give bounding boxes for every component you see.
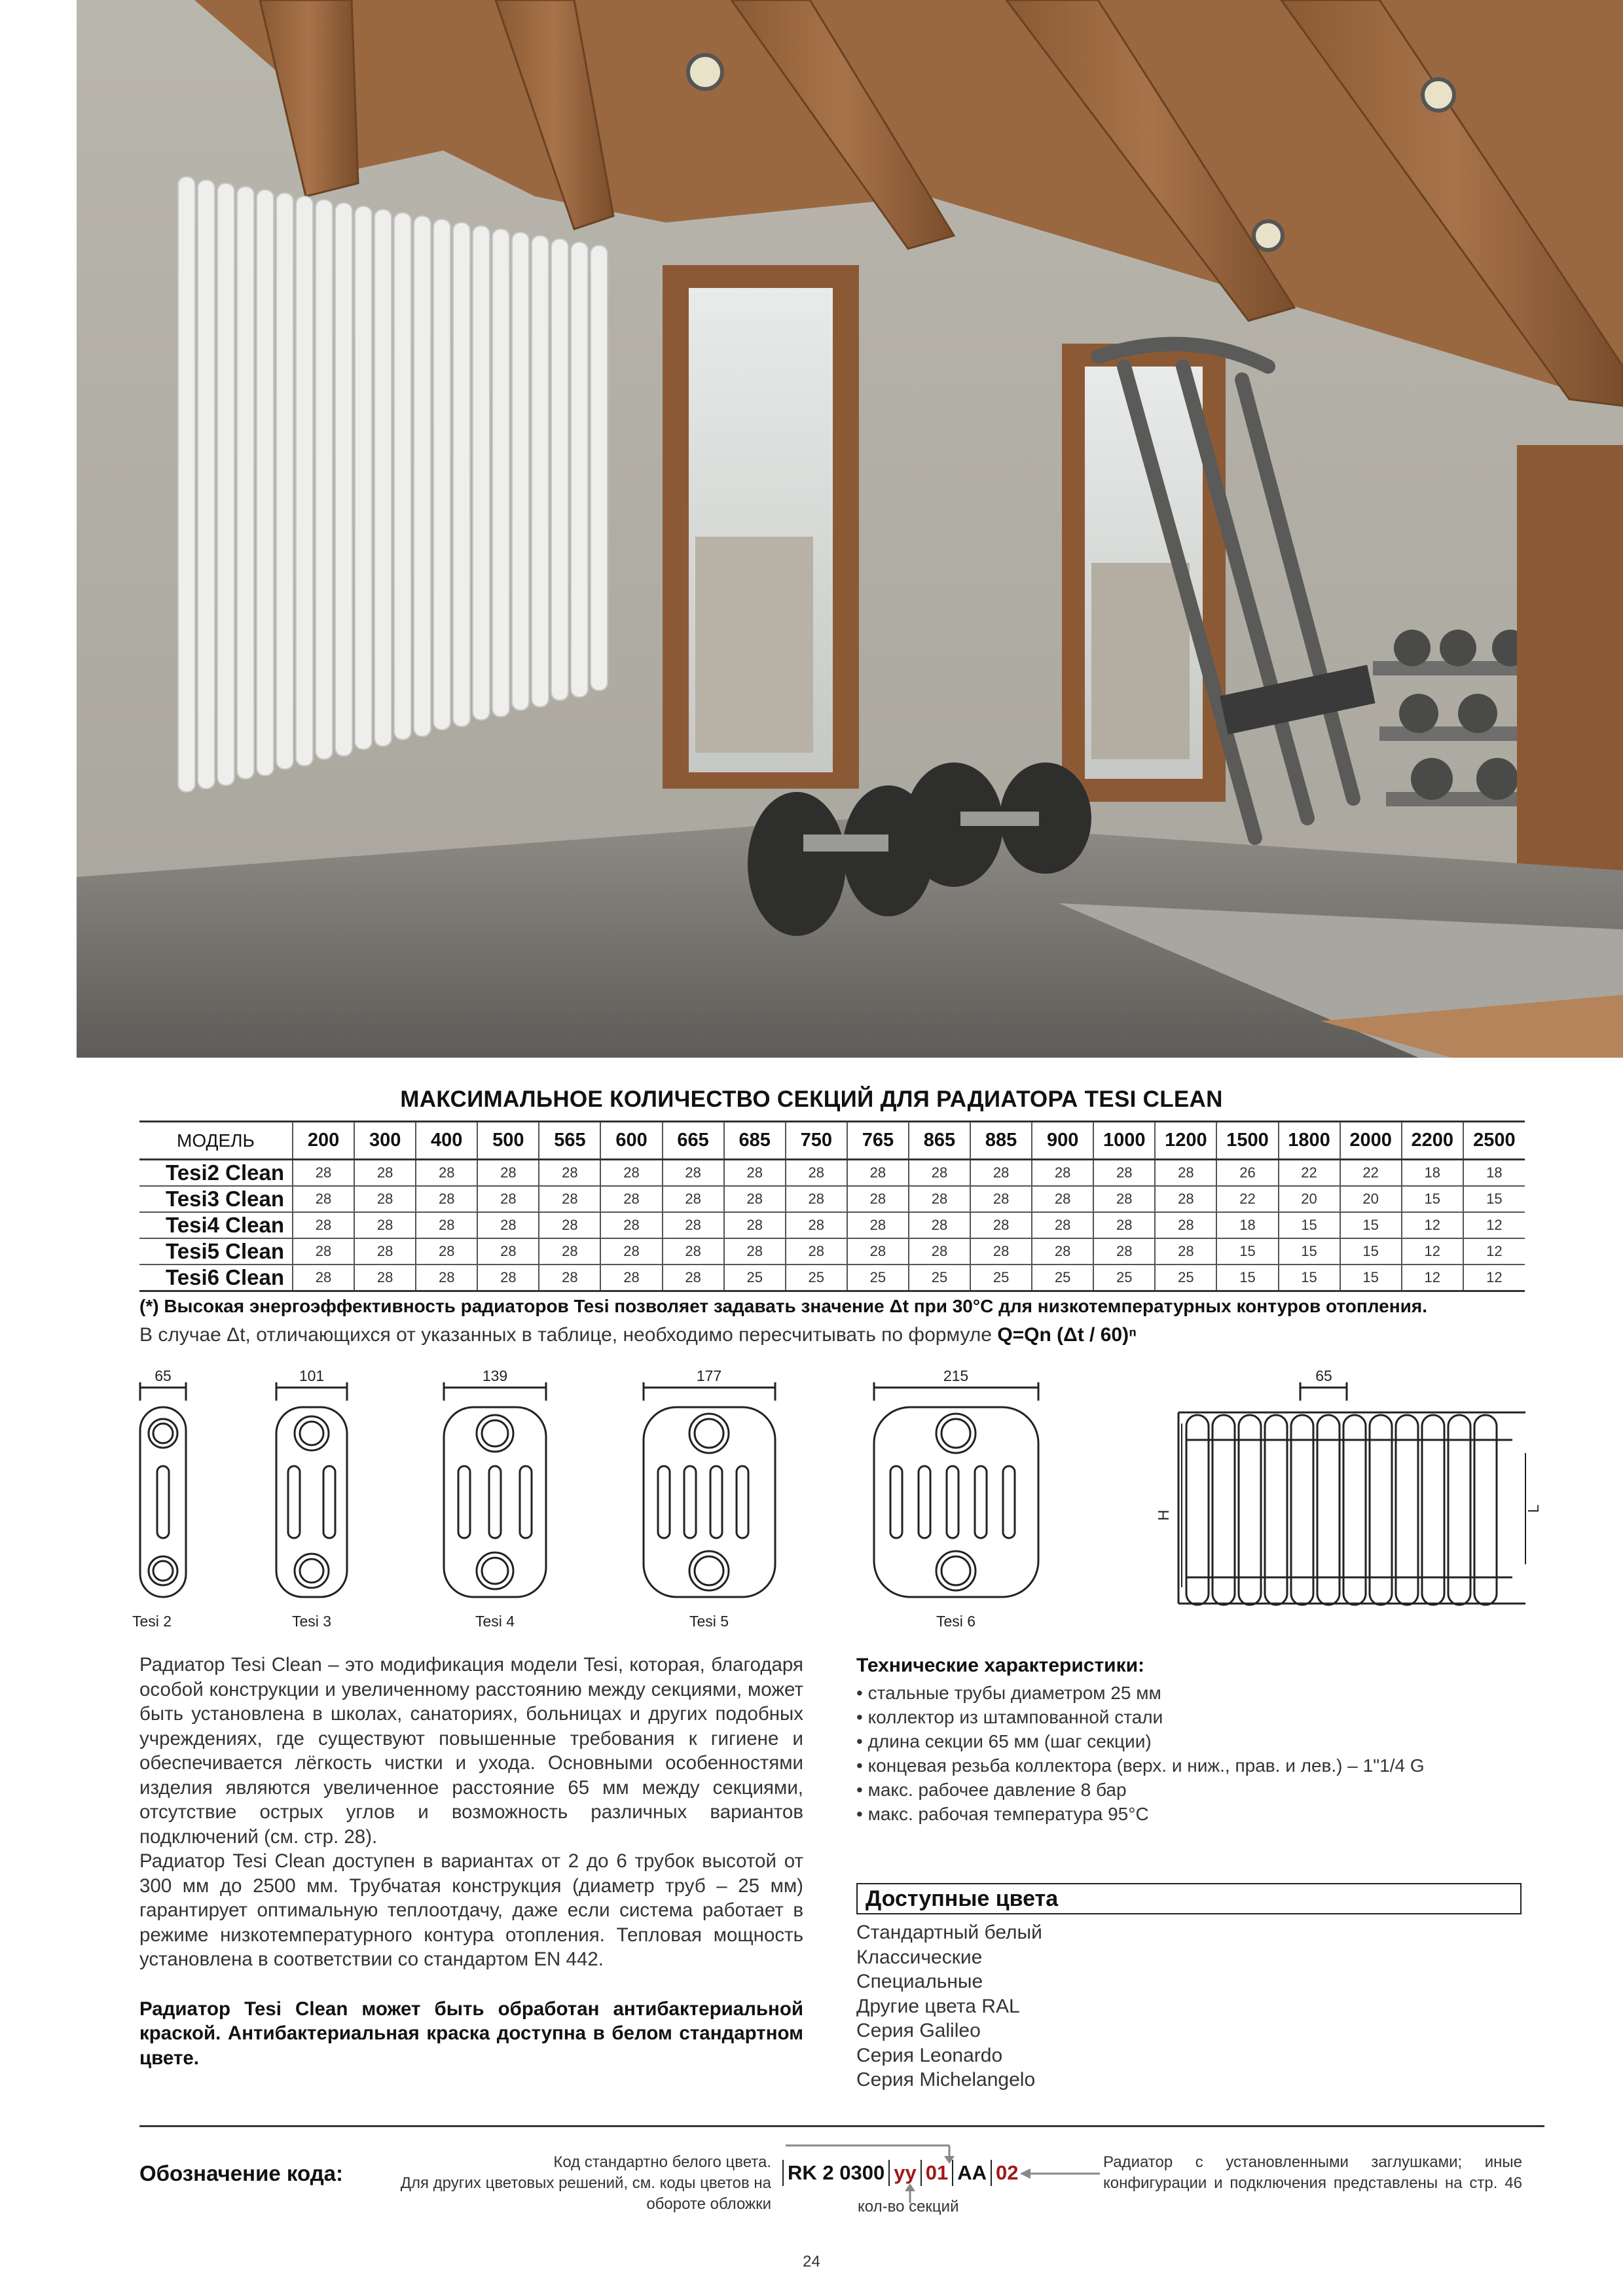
table-cell: 22 bbox=[1216, 1186, 1278, 1212]
profile-drawings bbox=[131, 1361, 1558, 1636]
table-cell: 18 bbox=[1216, 1212, 1278, 1238]
table-cell: 15 bbox=[1486, 1191, 1503, 1207]
code-box bbox=[782, 2159, 1022, 2187]
row-model: Tesi4 Clean bbox=[139, 1212, 293, 1238]
table-cell: 28 bbox=[847, 1160, 909, 1187]
table-cell: 15 bbox=[1340, 1212, 1402, 1238]
table-cell: 28 bbox=[1093, 1186, 1155, 1212]
header-model: МОДЕЛЬ bbox=[139, 1122, 293, 1160]
header-height: 600 bbox=[600, 1122, 662, 1160]
hero-photo bbox=[77, 0, 1623, 1058]
divider bbox=[139, 2125, 1544, 2127]
table-cell: 25 bbox=[970, 1265, 1032, 1291]
table-cell: 25 bbox=[1032, 1265, 1093, 1291]
row-model: Tesi6 Clean bbox=[139, 1265, 293, 1291]
code-left-line-3: обороте обложки bbox=[646, 2195, 771, 2213]
table-cell: 25 bbox=[909, 1265, 970, 1291]
table-cell: 28 bbox=[293, 1212, 354, 1238]
table-cell: 28 bbox=[847, 1186, 909, 1212]
table-cell: 15 bbox=[1279, 1265, 1340, 1291]
table-cell: 28 bbox=[477, 1160, 539, 1187]
table-cell: 28 bbox=[477, 1265, 539, 1291]
table-cell: 28 bbox=[970, 1238, 1032, 1265]
table-cell: 12 bbox=[1402, 1238, 1463, 1265]
table-cell: 26 bbox=[1216, 1160, 1278, 1187]
table-cell: 28 bbox=[1032, 1186, 1093, 1212]
table-cell: 28 bbox=[354, 1212, 416, 1238]
table-cell: 28 bbox=[477, 1238, 539, 1265]
table-cell: 28 bbox=[477, 1186, 539, 1212]
sections-table bbox=[139, 1121, 1525, 1292]
colors-heading: Доступные цвета bbox=[856, 1883, 1522, 1914]
profile-width-label: 177 bbox=[696, 1367, 722, 1384]
table-cell: 28 bbox=[539, 1212, 600, 1238]
table-cell: 28 bbox=[354, 1160, 416, 1187]
header-height: 1800 bbox=[1279, 1122, 1340, 1160]
table-cell: 28 bbox=[970, 1160, 1032, 1187]
header-height: 300 bbox=[354, 1122, 416, 1160]
table-cell: 25 bbox=[847, 1265, 909, 1291]
table-cell: 28 bbox=[539, 1265, 600, 1291]
table-cell: 28 bbox=[909, 1160, 970, 1187]
table-cell: 28 bbox=[847, 1238, 909, 1265]
profile-name-label: Tesi 5 bbox=[689, 1613, 729, 1630]
table-cell: 28 bbox=[1093, 1160, 1155, 1187]
formula-note bbox=[139, 1324, 1137, 1346]
table-cell: 28 bbox=[724, 1212, 786, 1238]
side-l-label: L bbox=[1525, 1504, 1542, 1513]
header-height: 885 bbox=[970, 1122, 1032, 1160]
table-cell: 28 bbox=[1155, 1160, 1216, 1187]
header-height: 565 bbox=[539, 1122, 600, 1160]
profile-name-label: Tesi 6 bbox=[936, 1613, 976, 1630]
table-cell: 28 bbox=[600, 1238, 662, 1265]
table-cell: 18 bbox=[1486, 1164, 1503, 1181]
table-cell: 28 bbox=[1155, 1186, 1216, 1212]
header-height: 2000 bbox=[1340, 1122, 1402, 1160]
table-cell: 15 bbox=[1402, 1186, 1463, 1212]
profile-width-label: 139 bbox=[482, 1367, 508, 1384]
table-cell: 25 bbox=[1093, 1265, 1155, 1291]
profile-name-label: Tesi 4 bbox=[475, 1613, 515, 1630]
tech-item: • стальные трубы диаметром 25 мм bbox=[856, 1683, 1161, 1703]
color-item: Стандартный белый bbox=[856, 1922, 1042, 1943]
code-label: Обозначение кода: bbox=[139, 2161, 343, 2185]
table-cell: 28 bbox=[600, 1160, 662, 1187]
code-seg-sections: 01 bbox=[921, 2160, 952, 2186]
header-height: 2500 bbox=[1463, 1122, 1525, 1160]
table-cell: 28 bbox=[724, 1238, 786, 1265]
table-cell: 25 bbox=[786, 1265, 847, 1291]
desc-paragraph-2: Радиатор Tesi Clean доступен в вариантах от 2 до 6 трубок высотой от 300 мм до 2500 мм. Трубчатая конструкция (диаметр труб – 25 мм) гарантирует оптимальную теплоотдачу, даже если система работает в режиме низкотемпературного контура отопления. Тепловая мощность установлена в соответствии со стандартом EN 442. bbox=[139, 1850, 803, 1970]
table-cell: 28 bbox=[600, 1212, 662, 1238]
table-cell: 28 bbox=[539, 1238, 600, 1265]
table-cell: 28 bbox=[663, 1160, 724, 1187]
header-height: 900 bbox=[1032, 1122, 1093, 1160]
table-cell: 28 bbox=[847, 1212, 909, 1238]
table-cell: 15 bbox=[1340, 1265, 1402, 1291]
code-seg-connection: AA bbox=[952, 2160, 991, 2186]
table-cell: 28 bbox=[539, 1186, 600, 1212]
header-height: 865 bbox=[909, 1122, 970, 1160]
table-cell: 28 bbox=[293, 1160, 354, 1187]
code-right-line-2: конфигурации и подключения представлены на стр. 46 bbox=[1103, 2174, 1522, 2192]
code-left-line-1: Код стандартно белого цвета. bbox=[553, 2153, 771, 2171]
table-cell: 25 bbox=[724, 1265, 786, 1291]
color-item: Серия Michelangelo bbox=[856, 2069, 1036, 2090]
table-cell: 28 bbox=[786, 1160, 847, 1187]
code-plugs-note bbox=[1103, 2152, 1522, 2194]
table-cell: 28 bbox=[416, 1265, 477, 1291]
desc-paragraph-1: Радиатор Tesi Clean – это модификация модели Tesi, которая, благодаря особой конструкции и увеличенному расстоянию между секциями, может быть установлена в школах, санаториях, больницах и других подобных учреждениях, где существуют повышенные требования к гигиене и обеспечивается лёгкость чистки и ухода. Основными особенностями изделия являются увеличенное расстояние 65 мм между секциями, отсутствие острых углов и возможность различных вариантов подключений (см. стр. 28). bbox=[139, 1654, 803, 1848]
table-cell: 28 bbox=[909, 1212, 970, 1238]
table-cell: 28 bbox=[354, 1186, 416, 1212]
table-cell: 28 bbox=[663, 1238, 724, 1265]
tech-item: • макс. рабочее давление 8 бар bbox=[856, 1780, 1127, 1800]
table-row bbox=[139, 1265, 1525, 1291]
table-cell: 15 bbox=[1216, 1265, 1278, 1291]
color-item: Классические bbox=[856, 1946, 983, 1968]
code-seg-color: yy bbox=[888, 2160, 920, 2186]
header-height: 1000 bbox=[1093, 1122, 1155, 1160]
code-seg-plugs: 02 bbox=[991, 2160, 1022, 2186]
color-item: Серия Leonardo bbox=[856, 2044, 1003, 2066]
code-color-note bbox=[340, 2152, 771, 2215]
code-sections-note: кол-во секций bbox=[858, 2198, 959, 2215]
page-number: 24 bbox=[803, 2253, 820, 2270]
table-cell: 28 bbox=[1093, 1212, 1155, 1238]
table-cell: 25 bbox=[1155, 1265, 1216, 1291]
table-cell: 28 bbox=[1155, 1212, 1216, 1238]
tech-item: • концевая резьба коллектора (верх. и ниж., прав. и лев.) – 1"1/4 G bbox=[856, 1755, 1425, 1776]
table-cell: 12 bbox=[1486, 1269, 1503, 1285]
tech-list bbox=[856, 1681, 1425, 1826]
header-height: 1500 bbox=[1216, 1122, 1278, 1160]
table-cell: 28 bbox=[970, 1186, 1032, 1212]
side-pitch-label: 65 bbox=[1315, 1367, 1332, 1384]
table-cell: 28 bbox=[416, 1186, 477, 1212]
table-cell: 12 bbox=[1402, 1265, 1463, 1291]
table-cell: 28 bbox=[724, 1160, 786, 1187]
profile-name-label: Tesi 2 bbox=[132, 1613, 172, 1630]
table-cell: 28 bbox=[293, 1186, 354, 1212]
header-height: 400 bbox=[416, 1122, 477, 1160]
code-seg-base: RK 2 0300 bbox=[782, 2160, 888, 2186]
table-cell: 22 bbox=[1279, 1160, 1340, 1187]
table-cell: 20 bbox=[1340, 1186, 1402, 1212]
header-height: 2200 bbox=[1402, 1122, 1463, 1160]
table-cell: 28 bbox=[539, 1160, 600, 1187]
table-row bbox=[139, 1186, 1525, 1212]
table-cell: 28 bbox=[600, 1265, 662, 1291]
formula-prefix: В случае Δt, отличающихся от указанных в таблице, необходимо пересчитывать по формуле bbox=[139, 1324, 998, 1346]
table-cell: 15 bbox=[1340, 1238, 1402, 1265]
table-row bbox=[139, 1160, 1525, 1187]
header-height: 665 bbox=[663, 1122, 724, 1160]
table-cell: 28 bbox=[354, 1265, 416, 1291]
table-cell: 28 bbox=[416, 1212, 477, 1238]
formula: Q=Qn (Δt / 60)ⁿ bbox=[997, 1324, 1137, 1346]
color-item: Другие цвета RAL bbox=[856, 1995, 1020, 2017]
profile-width-label: 65 bbox=[155, 1367, 172, 1384]
table-cell: 28 bbox=[293, 1238, 354, 1265]
table-cell: 28 bbox=[724, 1186, 786, 1212]
table-cell: 22 bbox=[1340, 1160, 1402, 1187]
header-height: 1200 bbox=[1155, 1122, 1216, 1160]
tech-heading: Технические характеристики: bbox=[856, 1655, 1145, 1676]
table-cell: 28 bbox=[600, 1186, 662, 1212]
profile-name-label: Tesi 3 bbox=[292, 1613, 332, 1630]
table-cell: 28 bbox=[1155, 1238, 1216, 1265]
table-cell: 28 bbox=[477, 1212, 539, 1238]
table-cell: 12 bbox=[1486, 1243, 1503, 1259]
description bbox=[139, 1653, 803, 2070]
color-item: Серия Galileo bbox=[856, 2020, 981, 2041]
table-row bbox=[139, 1212, 1525, 1238]
table-cell: 12 bbox=[1402, 1212, 1463, 1238]
table-cell: 28 bbox=[663, 1186, 724, 1212]
profile-width-label: 101 bbox=[299, 1367, 325, 1384]
table-cell: 15 bbox=[1279, 1238, 1340, 1265]
table-cell: 15 bbox=[1279, 1212, 1340, 1238]
table-header-row bbox=[139, 1122, 1525, 1160]
table-cell: 28 bbox=[1093, 1238, 1155, 1265]
tech-item: • коллектор из штампованной стали bbox=[856, 1707, 1163, 1727]
table-cell: 28 bbox=[293, 1265, 354, 1291]
code-right-line-1: Радиатор с установленными заглушками; иные bbox=[1103, 2153, 1522, 2171]
side-h-label: H bbox=[1155, 1509, 1172, 1521]
desc-paragraph-antibacterial: Радиатор Tesi Clean может быть обработан антибактериальной краской. Антибактериальная краска доступна в белом стандартном цвете. bbox=[139, 1998, 803, 2069]
table-title: МАКСИМАЛЬНОЕ КОЛИЧЕСТВО СЕКЦИЙ ДЛЯ РАДИАТОРА TESI CLEAN bbox=[400, 1086, 1223, 1112]
header-height: 500 bbox=[477, 1122, 539, 1160]
table-row bbox=[139, 1238, 1525, 1265]
header-height: 750 bbox=[786, 1122, 847, 1160]
table-cell: 28 bbox=[909, 1186, 970, 1212]
tech-item: • макс. рабочая температура 95°C bbox=[856, 1804, 1149, 1824]
code-left-line-2: Для других цветовых решений, см. коды цветов на bbox=[400, 2174, 771, 2192]
header-height: 685 bbox=[724, 1122, 786, 1160]
table-cell: 15 bbox=[1216, 1238, 1278, 1265]
table-cell: 28 bbox=[786, 1186, 847, 1212]
table-cell: 28 bbox=[786, 1238, 847, 1265]
table-cell: 28 bbox=[970, 1212, 1032, 1238]
table-cell: 20 bbox=[1279, 1186, 1340, 1212]
table-cell: 28 bbox=[354, 1238, 416, 1265]
table-cell: 12 bbox=[1486, 1217, 1503, 1233]
table-cell: 28 bbox=[416, 1160, 477, 1187]
table-cell: 28 bbox=[1032, 1212, 1093, 1238]
table-cell: 28 bbox=[1032, 1238, 1093, 1265]
row-model: Tesi3 Clean bbox=[139, 1186, 293, 1212]
table-cell: 28 bbox=[1032, 1160, 1093, 1187]
table-cell: 28 bbox=[663, 1212, 724, 1238]
table-cell: 28 bbox=[663, 1265, 724, 1291]
colors-list bbox=[856, 1920, 1042, 2092]
table-cell: 18 bbox=[1402, 1160, 1463, 1187]
row-model: Tesi5 Clean bbox=[139, 1238, 293, 1265]
color-item: Специальные bbox=[856, 1971, 983, 1992]
table-cell: 28 bbox=[416, 1238, 477, 1265]
table-cell: 28 bbox=[786, 1212, 847, 1238]
table-cell: 28 bbox=[909, 1238, 970, 1265]
profile-width-label: 215 bbox=[943, 1367, 969, 1384]
header-height: 200 bbox=[293, 1122, 354, 1160]
header-height: 765 bbox=[847, 1122, 909, 1160]
tech-item: • длина секции 65 мм (шаг секции) bbox=[856, 1731, 1152, 1751]
energy-note: (*) Высокая энергоэффективность радиаторов Tesi позволяет задавать значение Δt при 30°C для низкотемпературных контуров отопления. bbox=[139, 1296, 1427, 1316]
row-model: Tesi2 Clean bbox=[139, 1160, 293, 1187]
